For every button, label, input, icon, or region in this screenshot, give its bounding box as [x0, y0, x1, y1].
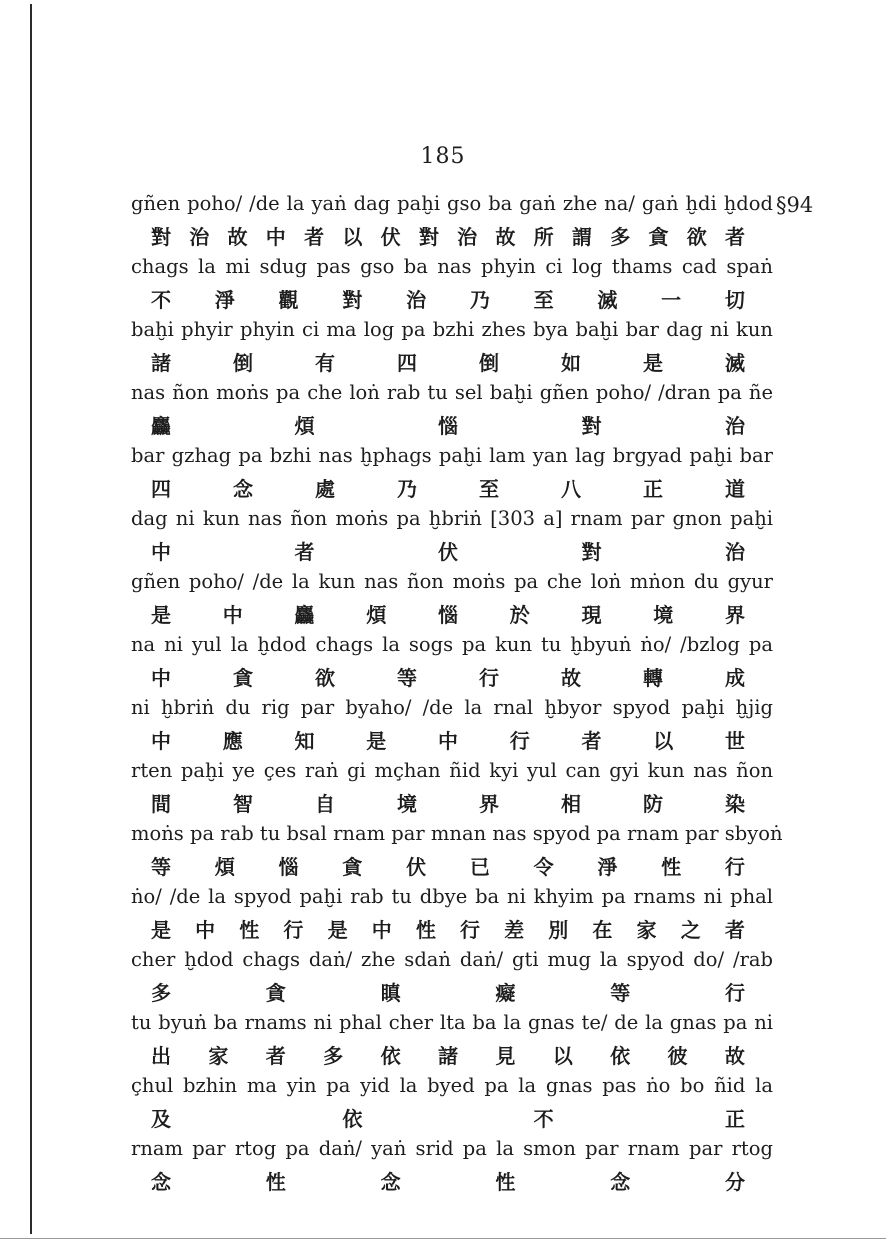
chinese-character: 現: [581, 603, 602, 627]
chinese-character: 惱: [438, 603, 458, 627]
chinese-character: 依: [610, 1044, 631, 1068]
chinese-character: 念: [380, 1170, 401, 1194]
tibetan-text-line: gñen poho/ /de la yaṅ dag paḫi gso ba gaṅ zhe na/ gaṅ ḫdi ḫdod: [131, 192, 773, 215]
chinese-character: 觀: [278, 288, 299, 312]
tibetan-text-line: rten paḫi ye çes raṅ gi mçhan ñid kyi yul can gyi kun nas ñon: [131, 759, 773, 782]
chinese-character: 性: [661, 855, 682, 879]
chinese-character: 乃: [397, 477, 417, 501]
chinese-character: 如: [561, 351, 581, 375]
chinese-character: 多: [151, 981, 171, 1005]
chinese-gloss-line: [131, 1167, 773, 1194]
chinese-character: 伏: [380, 225, 401, 249]
chinese-character: 依: [380, 1044, 401, 1068]
chinese-character: 是: [151, 918, 171, 942]
chinese-character: 應: [222, 729, 243, 753]
chinese-gloss-line: [131, 411, 773, 438]
chinese-character: 是: [327, 918, 348, 942]
chinese-character: 貪: [648, 225, 669, 249]
chinese-character: 行: [459, 918, 480, 942]
chinese-character: 故: [561, 666, 581, 690]
chinese-character: 念: [610, 1170, 631, 1194]
chinese-character: 對: [581, 414, 602, 438]
chinese-character: 者: [581, 729, 602, 753]
interlinear-line: [131, 627, 773, 690]
tibetan-text-line: tu byuṅ ba rnams ni phal cher lta ba la gnas te/ de la gnas pa ni: [131, 1011, 773, 1034]
chinese-character: 欲: [686, 225, 707, 249]
chinese-character: 自: [315, 792, 335, 816]
chinese-character: 界: [725, 603, 745, 627]
chinese-character: 者: [265, 1044, 286, 1068]
chinese-gloss-line: [131, 600, 773, 627]
chinese-character: 對: [581, 540, 602, 564]
chinese-character: 故: [495, 225, 516, 249]
chinese-character: 中: [151, 540, 171, 564]
chinese-character: 中: [195, 918, 216, 942]
chinese-character: 行: [509, 729, 530, 753]
chinese-character: 四: [397, 351, 417, 375]
tibetan-text-line: bar gzhag pa bzhi nas ḫphags paḫi lam yan lag brgyad paḫi bar: [131, 444, 773, 467]
chinese-character: 以: [653, 729, 674, 753]
chinese-character: 中: [438, 729, 458, 753]
chinese-character: 念: [233, 477, 253, 501]
text-body: [131, 186, 783, 1194]
chinese-gloss-line: [131, 222, 773, 249]
chinese-character: 不: [151, 288, 171, 312]
chinese-character: 麤: [151, 414, 171, 438]
interlinear-line: [131, 564, 773, 627]
chinese-character: 煩: [214, 855, 235, 879]
tibetan-text-line: çhul bzhin ma yin pa yid la byed pa la gnas pas ṅo bo ñid la: [131, 1074, 773, 1097]
chinese-character: 淨: [214, 288, 235, 312]
tibetan-text-line: dag ni kun nas ñon moṅs pa ḫbriṅ [303 a] rnam par gnon paḫi: [131, 507, 773, 530]
interlinear-line: [131, 1068, 773, 1131]
chinese-character: 故: [724, 1044, 745, 1068]
chinese-character: 故: [227, 225, 248, 249]
chinese-character: 治: [457, 225, 478, 249]
chinese-character: 不: [533, 1107, 554, 1131]
chinese-character: 是: [151, 603, 171, 627]
chinese-character: 瞋: [380, 981, 401, 1005]
chinese-character: 中: [222, 603, 243, 627]
chinese-character: 於: [509, 603, 530, 627]
chinese-character: 所: [533, 225, 554, 249]
chinese-character: 多: [323, 1044, 344, 1068]
interlinear-line: [131, 690, 773, 753]
chinese-character: 者: [294, 540, 315, 564]
chinese-character: 貪: [265, 981, 286, 1005]
chinese-character: 諸: [151, 351, 171, 375]
chinese-character: 行: [479, 666, 499, 690]
chinese-character: 治: [406, 288, 427, 312]
tibetan-text-line: cher ḫdod chags daṅ/ zhe sdaṅ daṅ/ gti mug la spyod do/ /rab: [131, 948, 773, 971]
chinese-character: 有: [315, 351, 335, 375]
interlinear-line: [131, 942, 773, 1005]
chinese-gloss-line: [131, 726, 773, 753]
interlinear-line: [131, 501, 773, 564]
chinese-character: 等: [151, 855, 171, 879]
chinese-character: 已: [469, 855, 490, 879]
chinese-character: 家: [208, 1044, 229, 1068]
chinese-character: 八: [561, 477, 581, 501]
tibetan-text-line: ni ḫbriṅ du rig par byaho/ /de la rnal ḫbyor spyod paḫi ḫjig: [131, 696, 773, 719]
chinese-character: 滅: [597, 288, 618, 312]
chinese-character: 境: [397, 792, 417, 816]
chinese-character: 在: [592, 918, 613, 942]
chinese-character: 世: [725, 729, 745, 753]
chinese-character: 淨: [597, 855, 618, 879]
tibetan-text-line: ṅo/ /de la spyod paḫi rab tu dbye ba ni khyim pa rnams ni phal: [131, 885, 773, 908]
chinese-character: 成: [725, 666, 745, 690]
chinese-character: 依: [342, 1107, 363, 1131]
tibetan-text-line: rnam par rtog pa daṅ/ yaṅ srid pa la smon par rnam par rtog: [131, 1137, 773, 1160]
chinese-character: 彼: [667, 1044, 688, 1068]
binding-rule: [30, 4, 32, 1234]
chinese-character: 行: [724, 981, 745, 1005]
chinese-gloss-line: [131, 663, 773, 690]
chinese-character: 念: [151, 1170, 171, 1194]
chinese-character: 染: [725, 792, 745, 816]
chinese-character: 間: [151, 792, 171, 816]
chinese-character: 正: [643, 477, 663, 501]
interlinear-line: [131, 879, 773, 942]
chinese-character: 見: [495, 1044, 516, 1068]
chinese-gloss-line: [131, 474, 773, 501]
section-mark: §94: [776, 193, 814, 217]
chinese-gloss-line: [131, 1104, 773, 1131]
chinese-character: 道: [725, 477, 745, 501]
chinese-character: 別: [548, 918, 569, 942]
chinese-character: 切: [724, 288, 745, 312]
chinese-character: 癡: [495, 981, 516, 1005]
tibetan-text-line: chags la mi sdug pas gso ba nas phyin ci log thams cad spaṅ: [131, 255, 773, 278]
chinese-gloss-line: [131, 915, 773, 942]
chinese-character: 之: [680, 918, 701, 942]
chinese-character: 中: [151, 729, 171, 753]
interlinear-line: [131, 438, 773, 501]
chinese-character: 處: [315, 477, 335, 501]
interlinear-line: [131, 249, 773, 312]
chinese-character: 惱: [438, 414, 458, 438]
chinese-character: 惱: [278, 855, 299, 879]
chinese-character: 以: [552, 1044, 573, 1068]
chinese-character: 性: [239, 918, 260, 942]
interlinear-line: [131, 186, 773, 249]
chinese-character: 智: [233, 792, 253, 816]
chinese-character: 出: [151, 1044, 171, 1068]
chinese-character: 多: [610, 225, 631, 249]
chinese-character: 煩: [294, 414, 315, 438]
interlinear-line: [131, 312, 773, 375]
chinese-character: 對: [418, 225, 439, 249]
chinese-character: 治: [725, 540, 745, 564]
chinese-gloss-line: [131, 852, 773, 879]
chinese-character: 及: [151, 1107, 171, 1131]
chinese-character: 是: [643, 351, 663, 375]
chinese-character: 轉: [643, 666, 663, 690]
chinese-gloss-line: [131, 789, 773, 816]
interlinear-line: [131, 375, 773, 438]
chinese-character: 中: [151, 666, 171, 690]
tibetan-text-line: gñen poho/ /de la kun nas ñon moṅs pa che loṅ mṅon du gyur: [131, 570, 773, 593]
chinese-character: 伏: [438, 540, 458, 564]
chinese-character: 以: [342, 225, 363, 249]
interlinear-line: [131, 753, 773, 816]
chinese-character: 防: [643, 792, 663, 816]
chinese-character: 對: [151, 225, 171, 249]
tibetan-text-line: nas ñon moṅs pa che loṅ rab tu sel baḫi gñen poho/ /dran pa ñe: [131, 381, 773, 404]
chinese-character: 至: [533, 288, 554, 312]
chinese-character: 等: [397, 666, 417, 690]
chinese-character: 滅: [725, 351, 745, 375]
chinese-character: 界: [479, 792, 499, 816]
chinese-character: 貪: [342, 855, 363, 879]
chinese-character: 一: [661, 288, 682, 312]
chinese-character: 麤: [294, 603, 315, 627]
chinese-gloss-line: [131, 978, 773, 1005]
chinese-character: 貪: [233, 666, 253, 690]
interlinear-line: [131, 1005, 773, 1068]
chinese-character: 煩: [366, 603, 387, 627]
chinese-character: 中: [265, 225, 286, 249]
bottom-rule: [0, 1238, 886, 1239]
chinese-character: 正: [724, 1107, 745, 1131]
chinese-character: 分: [724, 1170, 745, 1194]
chinese-character: 倒: [479, 351, 499, 375]
chinese-character: 治: [725, 414, 745, 438]
chinese-character: 伏: [406, 855, 427, 879]
chinese-character: 者: [724, 225, 745, 249]
chinese-character: 家: [636, 918, 657, 942]
chinese-character: 知: [294, 729, 315, 753]
chinese-character: 行: [724, 855, 745, 879]
chinese-character: 令: [533, 855, 554, 879]
tibetan-text-line: baḫi phyir phyin ci ma log pa bzhi zhes bya baḫi bar dag ni kun: [131, 318, 773, 341]
chinese-character: 欲: [315, 666, 335, 690]
chinese-character: 乃: [469, 288, 490, 312]
chinese-character: 性: [415, 918, 436, 942]
chinese-character: 行: [283, 918, 304, 942]
interlinear-line: [131, 1131, 773, 1194]
tibetan-text-line: na ni yul la ḫdod chags la sogs pa kun tu ḫbyuṅ ṅo/ /bzlog pa: [131, 633, 773, 656]
tibetan-text-line: moṅs pa rab tu bsal rnam par mnan nas spyod pa rnam par sbyoṅ: [131, 822, 783, 845]
chinese-character: 治: [189, 225, 210, 249]
chinese-character: 者: [724, 918, 745, 942]
chinese-character: 諸: [437, 1044, 458, 1068]
chinese-character: 中: [371, 918, 392, 942]
chinese-character: 相: [561, 792, 581, 816]
chinese-character: 者: [304, 225, 325, 249]
chinese-character: 對: [342, 288, 363, 312]
chinese-gloss-line: [131, 348, 773, 375]
chinese-character: 性: [495, 1170, 516, 1194]
chinese-character: 謂: [571, 225, 592, 249]
chinese-character: 性: [265, 1170, 286, 1194]
page-number: 185: [420, 144, 466, 169]
chinese-character: 境: [653, 603, 674, 627]
chinese-gloss-line: [131, 1041, 773, 1068]
chinese-character: 是: [366, 729, 387, 753]
chinese-character: 倒: [233, 351, 253, 375]
chinese-character: 等: [610, 981, 631, 1005]
chinese-character: 差: [504, 918, 525, 942]
chinese-gloss-line: [131, 285, 773, 312]
chinese-gloss-line: [131, 537, 773, 564]
chinese-character: 至: [479, 477, 499, 501]
chinese-character: 四: [151, 477, 171, 501]
interlinear-line: [131, 816, 783, 879]
